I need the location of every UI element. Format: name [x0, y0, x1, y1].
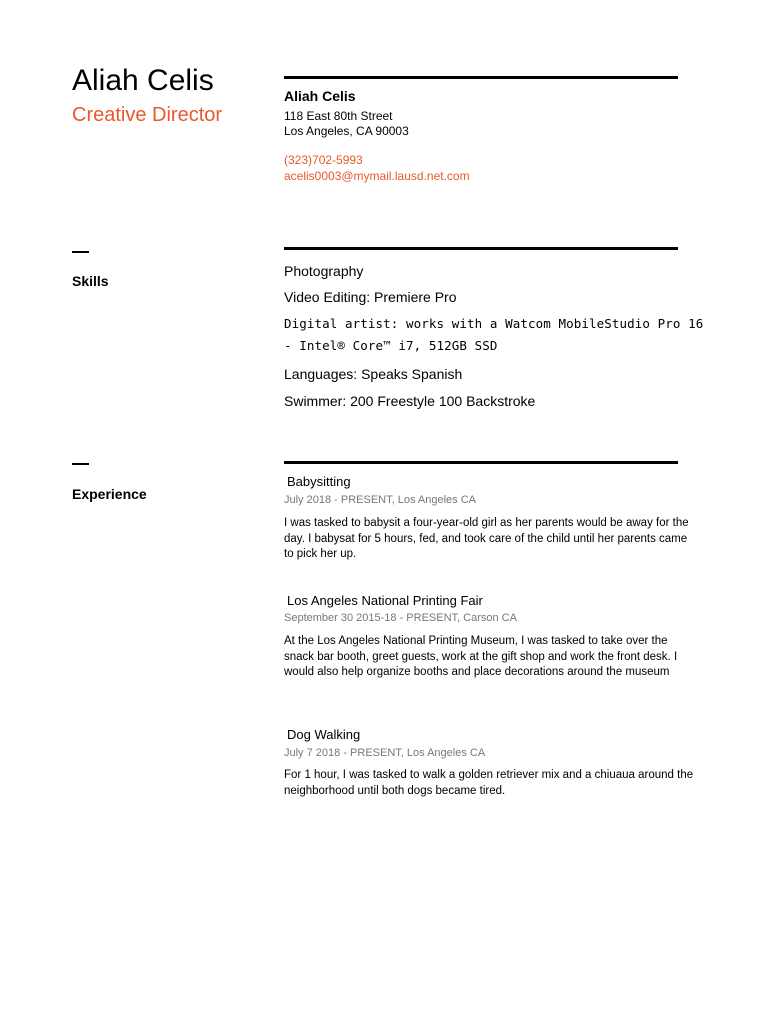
resume-name: Aliah Celis — [72, 64, 214, 97]
skill-item: Photography — [284, 263, 364, 279]
job-meta: July 7 2018 - PRESENT, Los Angeles CA — [284, 747, 486, 759]
skill-item: Languages: Speaks Spanish — [284, 366, 463, 382]
contact-name: Aliah Celis — [284, 88, 356, 104]
contact-city: Los Angeles, CA 90003 — [284, 124, 409, 138]
job-title: Dog Walking — [287, 727, 361, 742]
contact-street: 118 East 80th Street — [284, 109, 393, 123]
job-meta: July 2018 - PRESENT, Los Angeles CA — [284, 494, 476, 506]
skill-item: Video Editing: Premiere Pro — [284, 289, 457, 305]
job-title: Los Angeles National Printing Fair — [287, 593, 483, 608]
job-description: For 1 hour, I was tasked to walk a golden retriever mix and a chiuaua around the neighborhood until both dogs became tired. — [284, 769, 694, 797]
contact-email[interactable]: acelis0003@mymail.lausd.net.com — [284, 169, 470, 183]
skill-item: Digital artist: works with a Watcom MobileStudio Pro 16 - Intel® Core™ i7, 512GB SSD — [284, 316, 704, 353]
job-title: Babysitting — [287, 474, 351, 489]
job-description: I was tasked to babysit a four-year-old girl as her parents would be away for the day. I babysat for 5 hours, fed, and took care of the child until her parents came to pick her up. — [284, 517, 689, 560]
skills-heading: Skills — [72, 273, 109, 289]
contact-phone[interactable]: (323)702-5993 — [284, 153, 363, 167]
experience-dash — [72, 463, 89, 465]
job-meta: September 30 2015-18 - PRESENT, Carson CA — [284, 612, 517, 624]
skills-dash — [72, 251, 89, 253]
job-description: At the Los Angeles National Printing Museum, I was tasked to take over the snack bar booth, greet guests, work at the gift shop and work the front desk. I would also help organize booths and place decorations around the museum — [284, 635, 678, 678]
experience-heading: Experience — [72, 486, 147, 502]
contact-divider — [284, 76, 678, 79]
experience-divider — [284, 461, 678, 464]
skill-item: Swimmer: 200 Freestyle 100 Backstroke — [284, 393, 536, 409]
resume-title: Creative Director — [72, 104, 223, 126]
skills-divider — [284, 247, 678, 250]
